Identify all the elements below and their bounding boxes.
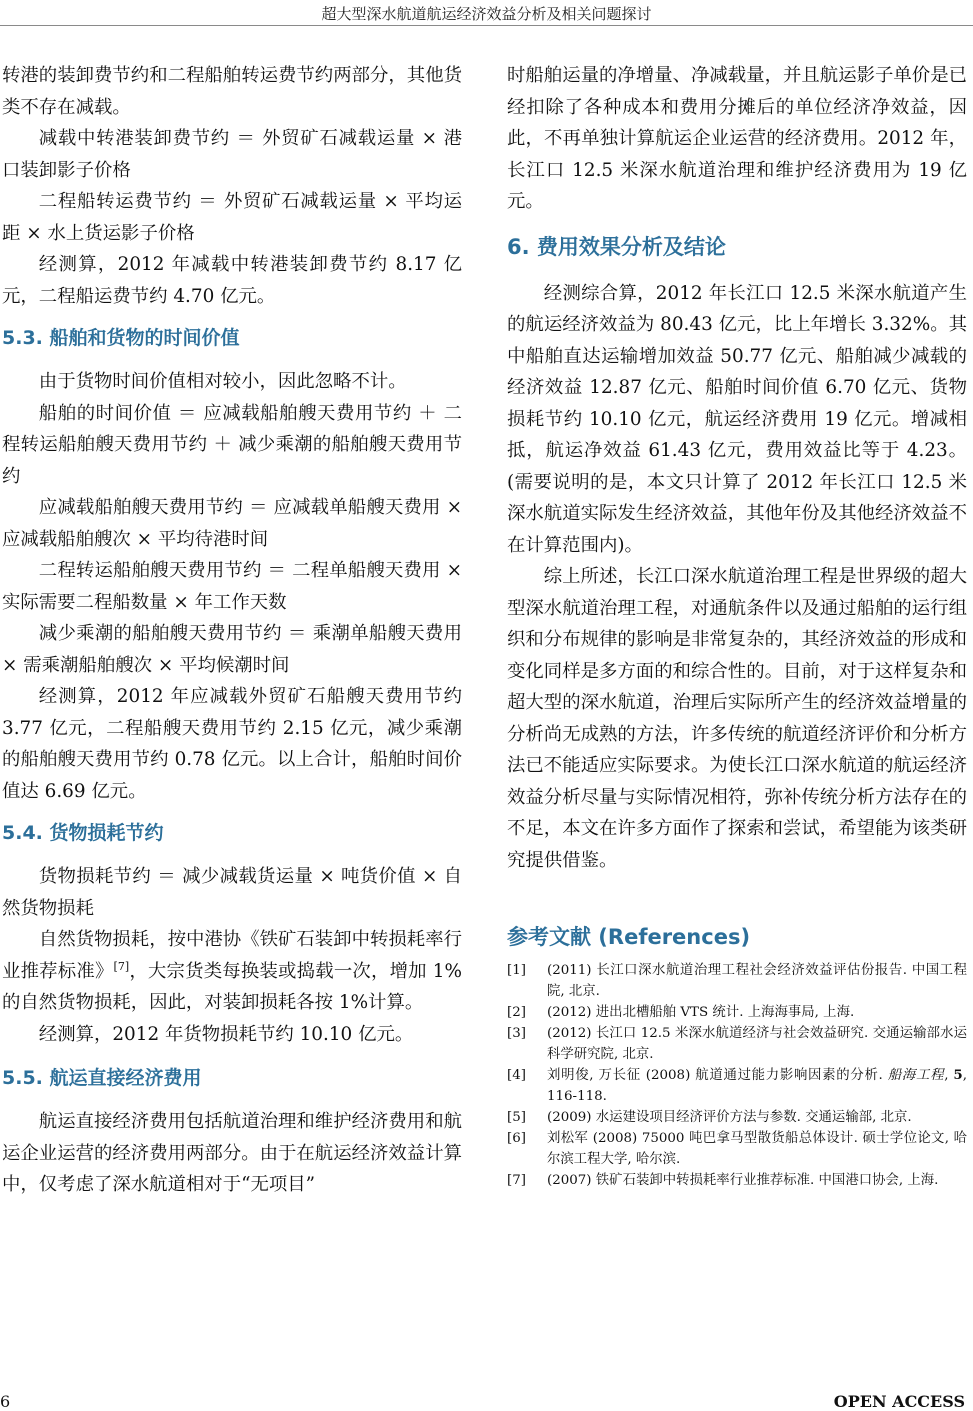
reference-number: [4] <box>507 1068 526 1083</box>
section-heading-5-4: 5.4. 货物损耗节约 <box>2 822 164 844</box>
paragraph <box>2 924 462 1019</box>
citation-link[interactable]: [7] <box>113 959 130 973</box>
formula-paragraph: 减载中转港装卸费节约 ＝ 外贸矿石减载运量 × 港口装卸影子价格 <box>2 128 462 181</box>
reference-number: [6] <box>507 1131 526 1146</box>
volume-number: 5 <box>953 1067 963 1083</box>
formula-paragraph: 应减载船舶艘天费用节约 ＝ 应减载单船艘天费用 × 应减载船舶艘次 × 平均待港时间 <box>2 497 462 550</box>
right-column <box>507 60 967 1191</box>
paragraph: 经测算，2012 年货物损耗节约 10.10 亿元。 <box>38 1023 414 1045</box>
left-column <box>2 60 462 1201</box>
section-heading-5-3: 5.3. 船舶和货物的时间价值 <box>2 327 240 349</box>
reference-item <box>507 1128 967 1170</box>
reference-text-part: 刘明俊, 万长征 (2008) 航道通过能力影响因素的分析. <box>547 1068 888 1083</box>
formula-paragraph: 二程船转运费节约 ＝ 外贸矿石减载运量 × 平均运距 × 水上货运影子价格 <box>2 191 462 244</box>
paragraph: 经测综合算，2012 年长江口 12.5 米深水航道产生的航运经济效益为 80.43 亿元，比上年增长 3.32%。其中船舶直达运输增加效益 50.77 亿元、船舶减少减载的经济效益 12.87 亿元、船舶时间价值 6.70 亿元、货物损耗节约 10.10 亿元，航运经济费用 19 亿元。增减相抵，航运净效益 61.43 亿元，费用效益比等于 4.23。(需要说明的是，本文只计算了 2012 年长江口 12.5 米深水航道实际发生经济效益，其他年份及其他经济效益不在计算范围内)。 <box>507 282 967 556</box>
reference-text: (2011) 长江口深水航道治理工程社会经济效益评估份报告. 中国工程院, 北京. <box>547 963 967 999</box>
paragraph: 综上所述，长江口深水航道治理工程是世界级的超大型深水航道治理工程，对通航条件以及通过船舶的运行组织和分布规律的影响是非常复杂的，其经济效益的形成和变化同样是多方面的和综合性的。目前，对于这样复杂和超大型的深水航道，治理后实际所产生的经济效益增量的分析尚无成熟的方法，许多传统的航道经济评价和分析方法已不能适应实际要求。为使长江口深水航道的航运经济效益分析尽量与实际情况相符，弥补传统分析方法存在的不足，本文在许多方面作了探索和尝试，希望能为该类研究提供借鉴。 <box>507 566 967 871</box>
formula-paragraph: 货物损耗节约 ＝ 减少减载货运量 × 吨货价值 × 自然货物损耗 <box>2 866 462 919</box>
formula-paragraph: 船舶的时间价值 ＝ 应减载船舶艘天费用节约 ＋ 二程转运船舶艘天费用节约 ＋ 减少乘潮的船舶艘天费用节约 <box>2 402 462 487</box>
formula-paragraph: 减少乘潮的船舶艘天费用节约 ＝ 乘潮单船艘天费用 × 需乘潮船舶艘次 × 平均候潮时间 <box>2 623 462 676</box>
reference-text: (2012) 进出北槽船舶 VTS 统计. 上海海事局, 上海. <box>547 1005 855 1020</box>
reference-text: 刘松军 (2008) 75000 吨巴拿马型散货船总体设计. 硕士学位论文, 哈尔滨工程大学, 哈尔滨. <box>547 1131 967 1167</box>
reference-text: (2012) 长江口 12.5 米深水航道经济与社会效益研究. 交通运输部水运科学研究院, 北京. <box>547 1026 967 1062</box>
reference-text: (2007) 铁矿石装卸中转损耗率行业推荐标准. 中国港口协会, 上海. <box>547 1173 939 1188</box>
reference-item <box>507 1023 967 1065</box>
open-access-label: OPEN ACCESS <box>833 1392 965 1411</box>
references-heading: 参考文献 (References) <box>507 925 751 949</box>
paragraph-text: 自然货物损耗，按中港协《铁矿石装卸中转损耗率行业推荐标准》 <box>2 929 462 982</box>
reference-text: (2009) 水运建设项目经济评价方法与参数. 交通运输部, 北京. <box>547 1110 912 1125</box>
reference-item <box>507 1107 967 1128</box>
section-heading-5-5: 5.5. 航运直接经济费用 <box>2 1067 202 1089</box>
reference-item <box>507 960 967 1002</box>
reference-text-part: , 116-118. <box>547 1068 968 1104</box>
reference-number: [1] <box>507 963 526 978</box>
section-heading-6: 6. 费用效果分析及结论 <box>507 234 726 259</box>
reference-item <box>507 1065 967 1107</box>
reference-item <box>507 1002 967 1023</box>
paragraph-text: ，大宗货类每换装或捣载一次，增加 1%的自然货物损耗，因此，对装卸损耗各按 1%计算。 <box>2 960 462 1013</box>
paragraph: 时船舶运量的净增量、净减载量，并且航运影子单价是已经扣除了各种成本和费用分摊后的单位经济净效益，因此，不再单独计算航运企业运营的经济费用。2012 年，长江口 12.5 米深水航道治理和维护经济费用为 19 亿元。 <box>507 65 967 212</box>
reference-number: [2] <box>507 1005 526 1020</box>
reference-number: [3] <box>507 1026 526 1041</box>
reference-text <box>547 1065 967 1107</box>
running-title: 超大型深水航道航运经济效益分析及相关问题探讨 <box>321 5 652 23</box>
header-rule <box>0 25 973 26</box>
reference-number: [7] <box>507 1173 526 1188</box>
reference-number: [5] <box>507 1110 526 1125</box>
paragraph: 由于货物时间价值相对较小，因此忽略不计。 <box>38 371 407 392</box>
reference-text-part: , <box>944 1068 954 1083</box>
paragraph: 经测算，2012 年应减载外贸矿石船艘天费用节约 3.77 亿元，二程船艘天费用节约 2.15 亿元，减少乘潮的船舶艘天费用节约 0.78 亿元。以上合计，船舶时间价值达 6.69 亿元。 <box>2 686 462 802</box>
paragraph: 转港的装卸费节约和二程船舶转运费节约两部分，其他货类不存在减载。 <box>2 65 462 118</box>
reference-list <box>507 960 967 1191</box>
page-number: 6 <box>0 1392 11 1411</box>
paragraph: 经测算，2012 年减载中转港装卸费节约 8.17 亿元，二程船运费节约 4.70 亿元。 <box>2 254 462 307</box>
formula-paragraph: 二程转运船舶艘天费用节约 ＝ 二程单船艘天费用 × 实际需要二程船数量 × 年工作天数 <box>2 560 462 613</box>
journal-name: 船海工程 <box>887 1068 945 1083</box>
reference-item <box>507 1170 967 1191</box>
paragraph: 航运直接经济费用包括航道治理和维护经济费用和航运企业运营的经济费用两部分。由于在航运经济效益计算中，仅考虑了深水航道相对于“无项目” <box>2 1111 462 1195</box>
